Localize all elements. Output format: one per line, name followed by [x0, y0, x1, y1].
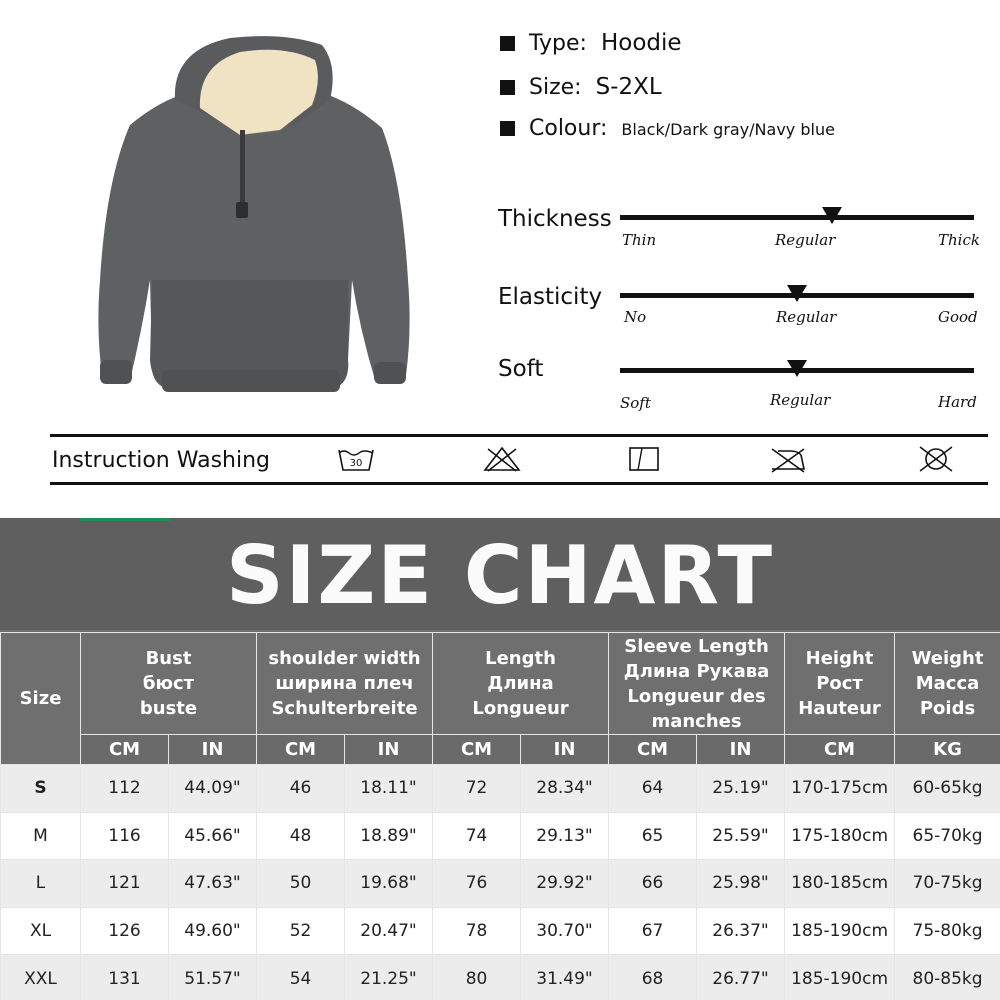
table-cell: 47.63" — [169, 860, 257, 908]
unit-header: IN — [697, 735, 785, 765]
table-cell: 29.13" — [521, 812, 609, 860]
unit-header: KG — [895, 735, 1000, 765]
table-cell: 30.70" — [521, 907, 609, 955]
size-label-cell: L — [1, 860, 81, 908]
table-cell: 52 — [257, 907, 345, 955]
scale-marker-soft — [787, 360, 807, 377]
washing-title: Instruction Washing — [52, 448, 270, 473]
scale-mid-soft: Regular — [770, 391, 831, 409]
table-cell: 48 — [257, 812, 345, 860]
table-cell: 18.89" — [345, 812, 433, 860]
table-cell: 72 — [433, 765, 521, 813]
spec-colour — [500, 116, 835, 141]
scale-marker-thickness — [822, 207, 842, 224]
header-line: Масса — [915, 673, 980, 694]
spec-size — [500, 74, 662, 100]
header-line: Weight — [911, 648, 984, 669]
table-row — [1, 955, 1000, 1000]
group-header-sleeve — [609, 633, 785, 735]
header-line: manches — [651, 710, 742, 732]
table-cell: 21.25" — [345, 955, 433, 1000]
header-line: Длина Рукава — [623, 660, 770, 682]
header-line: Длина — [487, 673, 554, 694]
size-label-cell: XXL — [1, 955, 81, 1000]
divider-top — [50, 434, 988, 437]
table-cell: 78 — [433, 907, 521, 955]
table-cell: 45.66" — [169, 812, 257, 860]
header-line: shoulder width — [268, 648, 421, 669]
table-cell: 76 — [433, 860, 521, 908]
header-line: Poids — [919, 698, 976, 719]
wash-temp-label: 30 — [349, 458, 363, 469]
table-row — [1, 765, 1000, 813]
header-line: бюст — [142, 673, 195, 694]
table-cell: 80 — [433, 955, 521, 1000]
header-line: buste — [139, 698, 198, 719]
unit-header: IN — [169, 735, 257, 765]
group-header-length — [433, 633, 609, 735]
size-table-body — [1, 765, 1000, 1000]
header-line: Height — [805, 648, 874, 669]
size-label-cell: M — [1, 812, 81, 860]
group-header-shoulder — [257, 633, 433, 735]
scale-title-elasticity: Elasticity — [498, 284, 603, 310]
table-cell: 116 — [81, 812, 169, 860]
unit-header: IN — [521, 735, 609, 765]
spec-type-value: Hoodie — [600, 30, 682, 56]
spec-size-label: Size: — [529, 75, 582, 100]
table-cell: 175-180cm — [785, 812, 895, 860]
table-cell: 60-65kg — [895, 765, 1000, 813]
tumble-dry-icon — [624, 445, 664, 473]
scale-mid-thickness: Regular — [775, 231, 836, 249]
table-cell: 66 — [609, 860, 697, 908]
green-accent-bar — [80, 518, 170, 521]
unit-header: CM — [433, 735, 521, 765]
table-cell: 28.34" — [521, 765, 609, 813]
table-cell: 50 — [257, 860, 345, 908]
table-row — [1, 860, 1000, 908]
table-units-row — [1, 735, 1000, 765]
scale-marker-elasticity — [787, 285, 807, 302]
header-line: Sleeve Length — [624, 635, 769, 657]
size-table — [0, 632, 1000, 1000]
table-cell: 20.47" — [345, 907, 433, 955]
table-cell: 74 — [433, 812, 521, 860]
table-cell: 51.57" — [169, 955, 257, 1000]
scale-title-soft: Soft — [498, 356, 544, 382]
table-cell: 29.92" — [521, 860, 609, 908]
table-cell: 68 — [609, 955, 697, 1000]
header-line: Рост — [816, 673, 863, 694]
table-cell: 64 — [609, 765, 697, 813]
spec-type — [500, 30, 682, 56]
header-line: Hauteur — [798, 698, 881, 719]
size-label-cell: S — [1, 765, 81, 813]
do-not-iron-icon — [768, 445, 808, 473]
spec-size-value: S-2XL — [595, 74, 662, 100]
header-line: Bust — [145, 648, 192, 669]
header-line: Longueur — [472, 698, 569, 719]
spec-colour-value: Black/Dark gray/Navy blue — [621, 120, 835, 139]
table-cell: 75-80kg — [895, 907, 1000, 955]
table-cell: 185-190cm — [785, 907, 895, 955]
table-cell: 25.19" — [697, 765, 785, 813]
unit-header: CM — [257, 735, 345, 765]
table-cell: 70-75kg — [895, 860, 1000, 908]
size-chart-title: SIZE CHART — [225, 529, 775, 622]
scale-mid-elasticity: Regular — [776, 308, 837, 326]
table-cell: 31.49" — [521, 955, 609, 1000]
do-not-dry-clean-icon — [916, 445, 956, 473]
bullet-square-icon — [500, 121, 515, 136]
spec-colour-label: Colour: — [529, 116, 608, 141]
bullet-square-icon — [500, 80, 515, 95]
header-line: Longueur des — [627, 685, 766, 707]
table-cell: 19.68" — [345, 860, 433, 908]
table-cell: 44.09" — [169, 765, 257, 813]
unit-header: CM — [785, 735, 895, 765]
table-cell: 49.60" — [169, 907, 257, 955]
table-cell: 25.59" — [697, 812, 785, 860]
wash-30-icon — [336, 445, 376, 473]
table-cell: 65-70kg — [895, 812, 1000, 860]
scale-high-thickness: Thick — [938, 231, 980, 249]
size-label-cell: XL — [1, 907, 81, 955]
table-row — [1, 812, 1000, 860]
do-not-bleach-icon — [482, 445, 522, 473]
table-cell: 46 — [257, 765, 345, 813]
table-cell: 65 — [609, 812, 697, 860]
group-header-height — [785, 633, 895, 735]
table-cell: 54 — [257, 955, 345, 1000]
group-header-bust — [81, 633, 257, 735]
scale-low-elasticity: No — [624, 308, 647, 326]
table-cell: 121 — [81, 860, 169, 908]
size-column-header: Size — [1, 633, 81, 765]
group-header-weight — [895, 633, 1000, 735]
scale-title-thickness: Thickness — [498, 206, 612, 232]
table-cell: 180-185cm — [785, 860, 895, 908]
header-line: Length — [485, 648, 556, 669]
scale-line-thickness — [620, 215, 974, 220]
scale-high-soft: Hard — [938, 393, 977, 411]
table-cell: 67 — [609, 907, 697, 955]
scale-low-thickness: Thin — [622, 231, 657, 249]
unit-header: CM — [81, 735, 169, 765]
spec-type-label: Type: — [529, 31, 587, 56]
divider-bottom — [50, 482, 988, 485]
table-cell: 185-190cm — [785, 955, 895, 1000]
table-cell: 126 — [81, 907, 169, 955]
scale-low-soft: Soft — [620, 394, 651, 412]
table-row — [1, 907, 1000, 955]
unit-header: CM — [609, 735, 697, 765]
table-cell: 26.77" — [697, 955, 785, 1000]
table-header-row — [1, 633, 1000, 735]
table-cell: 18.11" — [345, 765, 433, 813]
bullet-square-icon — [500, 36, 515, 51]
table-cell: 112 — [81, 765, 169, 813]
header-line: Schulterbreite — [271, 698, 418, 719]
header-line: ширина плеч — [275, 673, 414, 694]
scale-high-elasticity: Good — [938, 308, 978, 326]
hoodie-product-image — [90, 30, 420, 410]
table-cell: 26.37" — [697, 907, 785, 955]
table-cell: 170-175cm — [785, 765, 895, 813]
table-cell: 80-85kg — [895, 955, 1000, 1000]
table-cell: 131 — [81, 955, 169, 1000]
unit-header: IN — [345, 735, 433, 765]
table-cell: 25.98" — [697, 860, 785, 908]
